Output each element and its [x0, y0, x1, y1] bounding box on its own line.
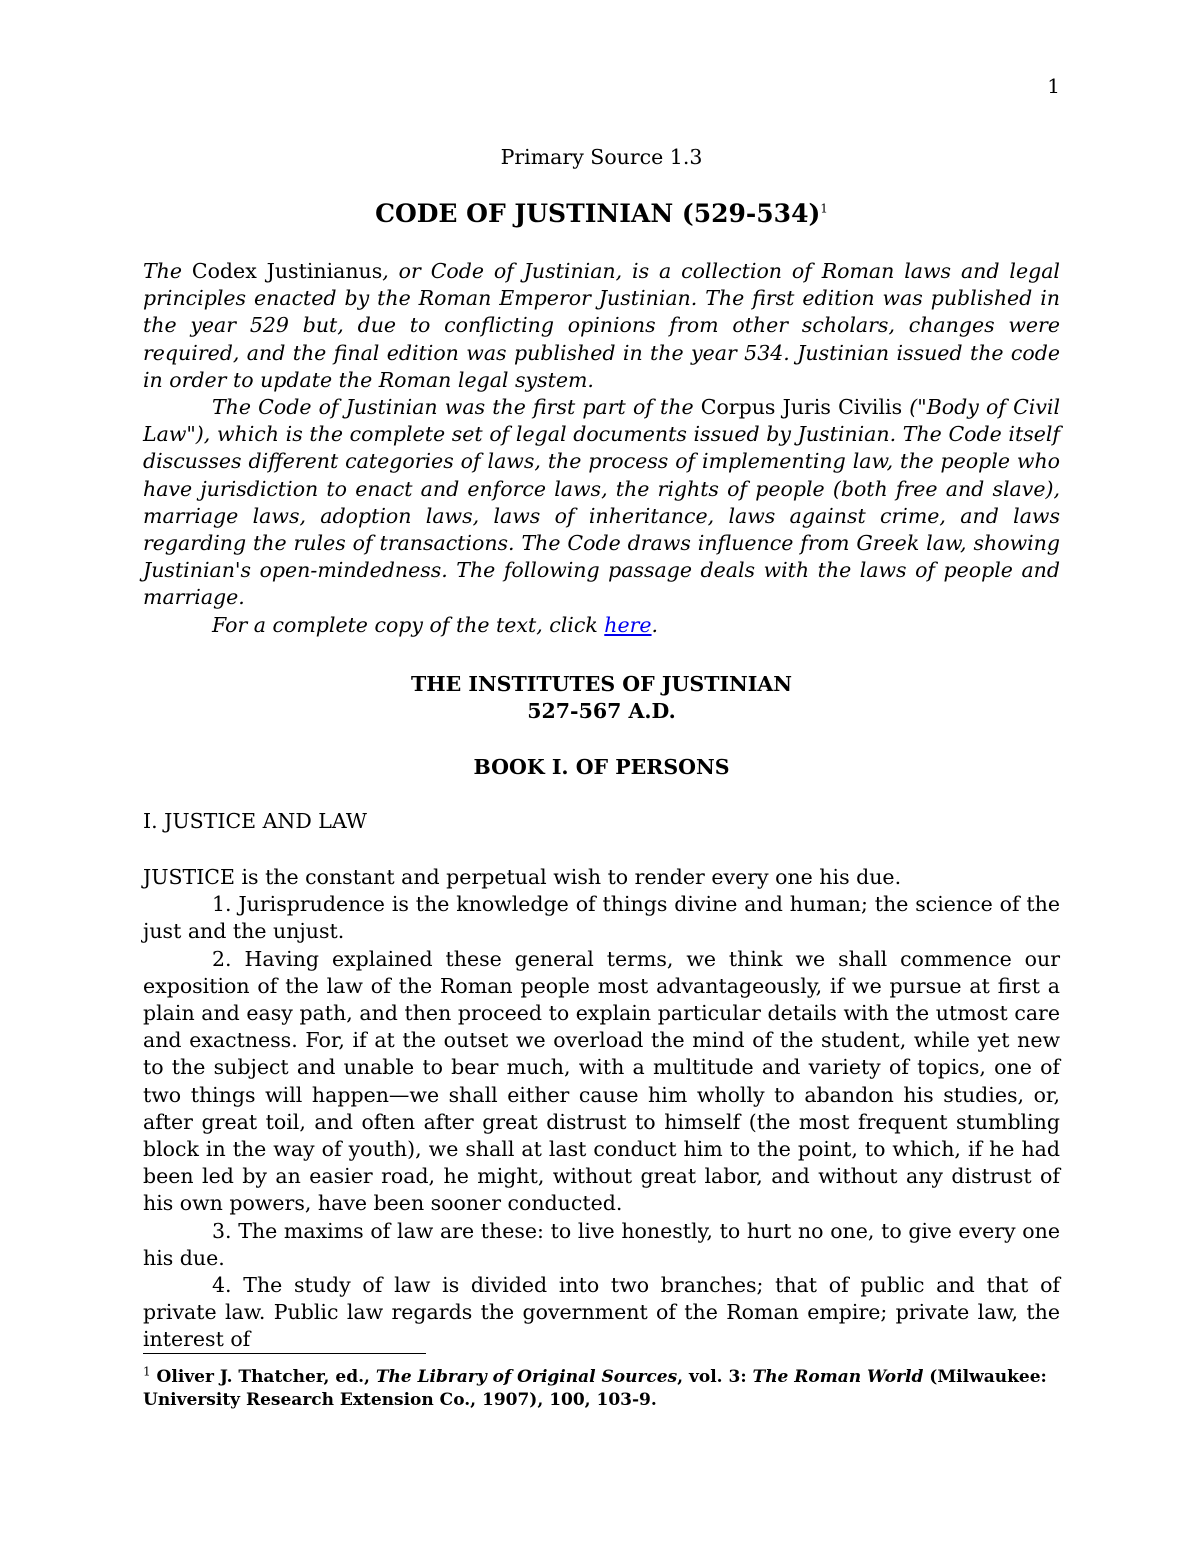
institutes-dates: 527-567 A.D. — [527, 699, 676, 724]
footnote-e: (Milwaukee: University Research Extension Co., 1907), 100, 103-9. — [143, 1367, 1047, 1410]
section-heading-block — [143, 808, 1060, 835]
introduction — [143, 258, 1060, 639]
footnote-a: Oliver J. Thatcher, ed., — [150, 1367, 376, 1387]
here-link[interactable]: here — [604, 612, 652, 637]
intro-p1-c: , or Code of Justinian, is a collection of Roman laws and legal principles enacted by the Roman Emperor Justinian. The first edition was published in the year 529 but, due to conflicting opinions from other scholars, changes were required, and the final edition was published in the year 534. Justinian issued the code in order to update the Roman legal system. — [143, 259, 1060, 392]
title-block — [143, 198, 1060, 230]
book-heading-block — [143, 754, 1060, 781]
footnote-c: , vol. 3: — [677, 1367, 753, 1387]
document-header — [143, 144, 1060, 171]
footnote-ref[interactable]: 1 — [820, 201, 828, 216]
body-paragraph-2: 2. Having explained these general terms, we think we shall commence our exposition of the law of the Roman people most advantageously, if we pursue at first a plain and easy path, and then proceed to explain particular details with the utmost care and exactness. For, if at the outset we overload the mind of the student, while yet new to the subject and unable to bear much, with a multitude and variety of topics, one of two things will happen—we shall either cause him wholly to abandon his studies, or, after great toil, and often after great distrust to himself (the most frequent stumbling block in the way of youth), we shall at last conduct him to the point, to which, if he had been led by an easier road, he might, without great labor, and without any distrust of his own powers, have been sooner conducted. — [143, 946, 1060, 1216]
intro-paragraph-2 — [143, 394, 1060, 612]
body-paragraph-4: 4. The study of law is divided into two branches; that of public and that of private law. Public law regards the government of the Roman empire; private law, the interest of — [143, 1273, 1060, 1352]
document-title-text: CODE OF JUSTINIAN (529-534) — [375, 199, 821, 228]
intro-p3-c: . — [651, 612, 659, 637]
footnote-divider — [143, 1353, 426, 1354]
book-heading: BOOK I. OF PERSONS — [473, 755, 730, 779]
footnote — [143, 1366, 1060, 1412]
page-number: 1 — [1047, 74, 1060, 98]
body-paragraph-0: JUSTICE is the constant and perpetual wish to render every one his due. — [143, 865, 902, 889]
section-heading: I. JUSTICE AND LAW — [143, 809, 367, 833]
source-label: Primary Source 1.3 — [500, 145, 703, 169]
intro-p2-c: ("Body of Civil Law"), which is the complete set of legal documents issued by Justinian. The Code itself discusses different categories of laws, the process of implementing law, the people who have jurisdiction to enact and enforce laws, the rights of people (both free and slave), marriage laws, adoption laws, laws of inheritance, laws against crime, and laws regarding the rules of transactions. The Code draws influence from Greek law, showing Justinian's open-mindedness. The following passage deals with the laws of people and marriage. — [143, 395, 1061, 610]
body-paragraph-1: 1. Jurisprudence is the knowledge of things divine and human; the science of the just and the unjust. — [143, 892, 1060, 944]
intro-p2-a: The Code of Justinian was the first part of the — [212, 395, 701, 420]
intro-paragraph-3 — [143, 612, 1060, 639]
intro-p2-b: Corpus Juris Civilis — [700, 395, 903, 420]
footnote-b: The Library of Original Sources — [375, 1367, 678, 1387]
footnote-number: 1 — [143, 1364, 151, 1379]
body-paragraph-3: 3. The maxims of law are these: to live honestly, to hurt no one, to give every one his due. — [143, 1218, 1060, 1270]
intro-p3-a: For a complete copy of the text, click — [212, 612, 605, 637]
institutes-title: THE INSTITUTES OF JUSTINIAN — [410, 672, 793, 696]
intro-p1-b: Codex Justinianus — [191, 259, 383, 283]
institutes-heading — [143, 671, 1060, 725]
document-title — [143, 198, 1060, 230]
intro-p1-a: The — [143, 259, 192, 283]
intro-paragraph-1 — [143, 258, 1060, 394]
footnote-d: The Roman World — [752, 1367, 924, 1387]
body-text — [143, 864, 1060, 1354]
